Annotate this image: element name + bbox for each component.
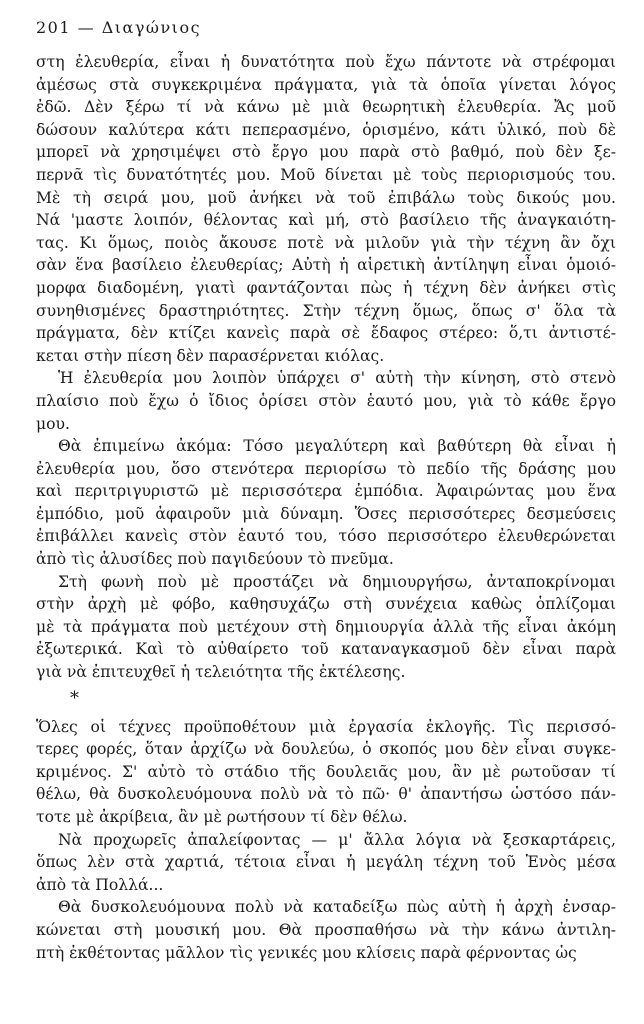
text-line: ἐπιβάλλει κανεὶς στὸν ἑαυτό του, τόσο περισσότερο ἐλευθερώνεται (36, 527, 616, 546)
text-line: πλαίσιο ποὺ ἔχω ὁ ἴδιος ὁρίσει στὸν ἑαυτό μου, γιὰ τὸ κάθε ἔργο (36, 391, 616, 410)
text-line: πράγματα, δὲν κτίζει κανεὶς παρὰ σὲ ἔδαφος στέρεο: ὅ,τι ἀντιστέ- (36, 324, 616, 343)
text-line: σὰν ἕνα βασίλειο ἐλευθερίας; Αὐτὴ ἡ αἱρετικὴ ἀντίληψη εἶναι ὁμοιό- (36, 256, 616, 275)
paragraph (36, 367, 616, 435)
text-line: πτὴ ἐκθέτοντας μᾶλλον τὶς γενικές μου κλίσεις παρὰ φέρνοντας ὡς (36, 943, 577, 962)
text-line: ἐλευθερία μου, ὅσο στενότερα περιορίσω τὸ πεδίο τῆς δράσης μου (36, 459, 616, 478)
text-line: Μὲ τὴ σειρά μου, μοῦ ἀνήκει νὰ τοῦ ἐπιβάλω τοὺς δικούς μου. (36, 188, 616, 207)
text-line: στη ἐλευθερία, εἶναι ἡ δυνατότητα ποὺ ἔχω πάντοτε νὰ στρέφομαι (36, 53, 616, 71)
text-line: Ὅλες οἱ τέχνες προϋποθέτουν μιὰ ἐργασία ἐκλογῆς. Τὶς περισσό- (36, 717, 616, 736)
text-line: μπορεῖ νὰ χρησιμέψει στὸ ἔργο μου παρὰ στὸ βαθμό, ποὺ δὲν ξε- (36, 143, 616, 162)
text-line: Θὰ δυσκολευόμουνα πολὺ νὰ καταδείξω πὼς αὐτὴ ἡ ἀρχὴ ἐνσαρ- (58, 898, 616, 917)
text-line: μου. (36, 414, 70, 433)
text-line: τοτε μὲ ἀκρίβεια, ἂν μὲ ρωτήσουν τί δὲν θέλω. (36, 808, 408, 826)
text-line: ἐδῶ. Δὲν ξέρω τί νὰ κάνω μὲ μιὰ θεωρητικὴ ἐλευθερία. Ἄς μοῦ (36, 98, 616, 117)
text-line: κριμένος. Σ' αὐτὸ τὸ στάδιο τῆς δουλειᾶς μου, ἂν μὲ ρωτοῦσαν τί (36, 762, 616, 781)
text-line: κώνεται στὴ μουσική μου. Θὰ προσπαθήσω νὰ τὴν κάνω ἀντιλη- (36, 920, 616, 939)
text-line: ἀπὸ τὶς ἁλυσίδες ποὺ παγιδεύουν τὸ πνεῦμα. (36, 550, 394, 569)
text-line: Νὰ προχωρεῖς ἀπαλείφοντας — μ' ἄλλα λόγια νὰ ξεσκαρτάρεις, (58, 830, 616, 849)
text-line: περνᾶ τὶς δυνατότητές μου. Μοῦ δίνεται μὲ τοὺς περιορισμούς του. (36, 165, 616, 184)
paragraph (36, 829, 616, 897)
text-line: στὴν ἀρχὴ μὲ φόβο, καθησυχάζω στὴ συνέχεια καθὼς ὁπλίζομαι (36, 595, 616, 614)
paragraph (36, 896, 616, 964)
text-line: Στὴ φωνὴ ποὺ μὲ προστάζει νὰ δημιουργήσω, ἀνταποκρίνομαι (58, 572, 616, 591)
paragraph (36, 716, 616, 829)
text-line: ἐξωτερικά. Καὶ τὸ αὐθαίρετο τοῦ καταναγκασμοῦ δὲν εἶναι παρὰ (36, 640, 616, 659)
text-line: Ἡ ἐλευθερία μου λοιπὸν ὑπάρχει σ' αὐτὴ τὴν κίνηση, στὸ στενὸ (58, 369, 616, 388)
body-text-before-separator (36, 51, 616, 684)
paragraph (36, 435, 616, 571)
text-line: συνηθισμένες δραστηριότητες. Στὴν τέχνη ὅμως, ὅπως σ' ὅλα τὰ (36, 301, 616, 320)
text-line: κεται στὴν πίεση δὲν παρασέρνεται κιόλας. (36, 346, 385, 365)
text-line: θέλω, θὰ δυσκολευόμουνα πολὺ νὰ τὸ πῶ· θ' ἀπαντήσω ὡστόσο πάν- (36, 785, 616, 804)
text-line: Νά 'μαστε λοιπόν, θέλοντας καὶ μή, στὸ βασίλειο τῆς ἀναγκαιότη- (36, 211, 616, 230)
text-line: Θὰ ἐπιμείνω ἀκόμα: Τόσο μεγαλύτερη καὶ βαθύτερη θὰ εἶναι ἡ (58, 437, 616, 456)
text-line: ὅπως λὲν στὰ χαρτιά, τέτοια εἶναι ἡ μεγάλη τέχνη τοῦ Ἑνὸς μέσα (36, 853, 616, 872)
text-line: μὲ τὰ πράγματα ποὺ μετέχουν στὴ δημιουργία ἀλλὰ τῆς εἶναι ἀκόμη (36, 617, 616, 636)
text-line: μορφα διαδομένη, γιατὶ φαντάζονται πὼς ἡ τέχνη δὲν ἀνήκει στὶς (36, 278, 616, 297)
text-line: δώσουν καλύτερα κάτι πεπερασμένο, ὁρισμένο, κάτι ὑλικό, ποὺ δὲ (36, 120, 616, 139)
text-line: γιὰ νὰ ἐπιτευχθεῖ ἡ τελειότητα τῆς ἐκτέλεσης. (36, 663, 406, 682)
paragraph (36, 51, 616, 367)
section-separator: * (70, 687, 79, 709)
text-line: ἐμπόδιο, μοῦ ἀφαιροῦν μιὰ δύναμη. Ὅσες περισσότερες δεσμεύσεις (36, 504, 616, 523)
text-line: καὶ περιτριγυριστῶ μὲ περισσότερα ἐμπόδια. Ἀφαιρώντας μου ἕνα (36, 482, 616, 501)
text-line: ἀμέσως στὰ συγκεκριμένα πράγματα, γιὰ τὰ ὁποῖα γίνεται λόγος (36, 75, 616, 94)
paragraph (36, 571, 616, 684)
body-text-after-separator (36, 716, 616, 965)
text-line: τας. Κι ὅμως, ποιὸς ἄκουσε ποτὲ νὰ μιλοῦν γιὰ τὴν τέχνη ἂν ὄχι (36, 233, 616, 252)
text-line: τερες φορές, ὅταν ἀρχίζω νὰ δουλεύω, ὁ σκοπός μου δὲν εἶναι συγκε- (36, 740, 616, 759)
text-line: ἀπὸ τὰ Πολλά... (36, 875, 164, 894)
running-header: 201 — Διαγώνιος (36, 18, 202, 37)
